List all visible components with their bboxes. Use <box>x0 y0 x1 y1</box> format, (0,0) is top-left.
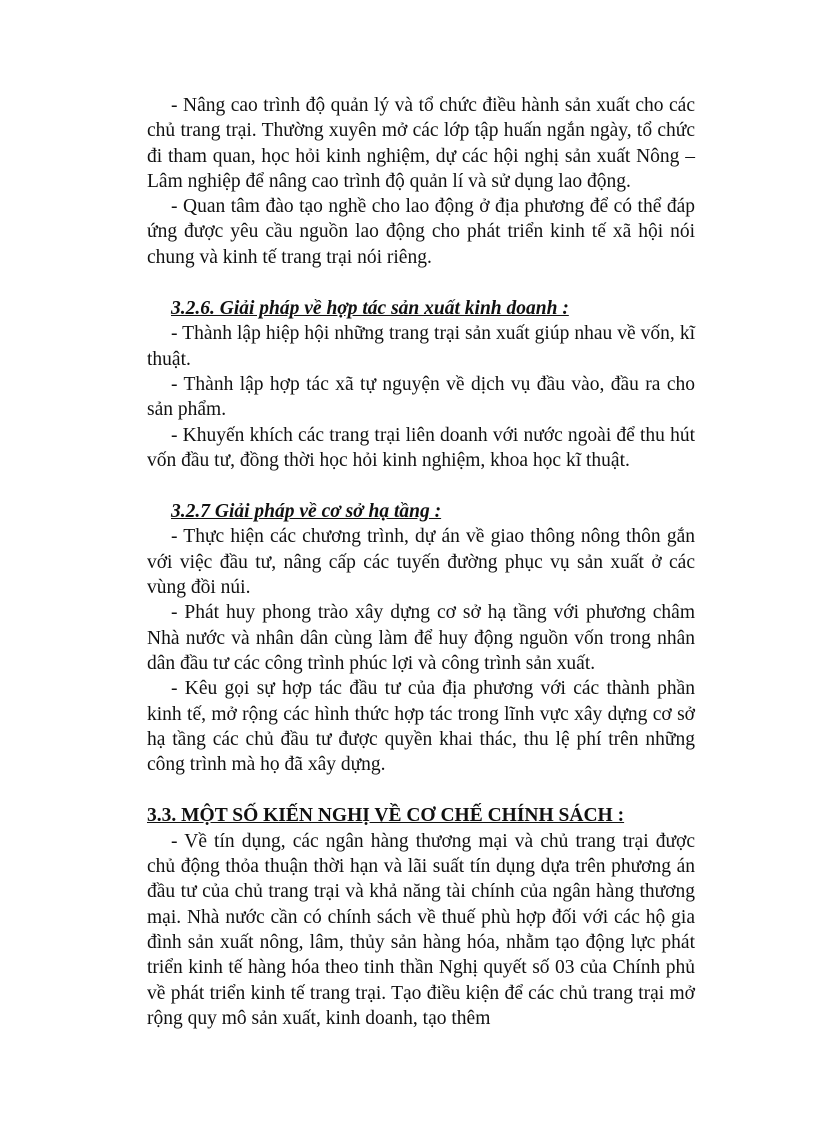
paragraph-joint-venture: - Khuyến khích các trang trại liên doanh với nước ngoài để thu hút vốn đầu tư, đồng thời học hỏi kinh nghiệm, khoa học kĩ thuật. <box>147 424 695 471</box>
paragraph-vocational-training: - Quan tâm đào tạo nghề cho lao động ở địa phương để có thể đáp ứng được yêu cầu nguồn lao động cho phát triển kinh tế xã hội nói chung và kinh tế trang trại nói riêng. <box>147 196 695 268</box>
document-page <box>147 93 695 1031</box>
paragraph-infrastructure-movement: - Phát huy phong trào xây dựng cơ sở hạ tầng với phương châm Nhà nước và nhân dân cùng làm để huy động nguồn vốn trong nhân dân đầu tư các công trình phúc lợi và công trình sản xuất. <box>147 602 695 674</box>
paragraph-investment-cooperation: - Kêu gọi sự hợp tác đầu tư của địa phương với các thành phần kinh tế, mở rộng các hình thức hợp tác trong lĩnh vực xây dựng cơ sở hạ tầng các chủ đầu tư được quyền khai thác, thu lệ phí trên những công trình mà họ đã xây dựng. <box>147 678 695 776</box>
paragraph-farm-association: - Thành lập hiệp hội những trang trại sản xuất giúp nhau về vốn, kĩ thuật. <box>147 323 695 370</box>
heading-3-2-6: 3.2.6. Giải pháp về hợp tác sản xuất kinh doanh : <box>171 298 569 320</box>
paragraph-rural-transport: - Thực hiện các chương trình, dự án về giao thông nông thôn gắn với việc đầu tư, nâng cấp các tuyến đường phục vụ sản xuất ở các vùng đồi núi. <box>147 526 695 599</box>
paragraph-management: - Nâng cao trình độ quản lý và tổ chức điều hành sản xuất cho các chủ trang trại. Thường xuyên mở các lớp tập huấn ngắn ngày, tổ chức đi tham quan, học hỏi kinh nghiệm, dự các hội nghị sản xuất Nông – Lâm nghiệp để nâng cao trình độ quản lí và sử dụng lao động. <box>147 95 695 192</box>
heading-3-3: 3.3. MỘT SỐ KIẾN NGHỊ VỀ CƠ CHẾ CHÍNH SÁCH : <box>147 805 625 827</box>
paragraph-credit-policy: - Về tín dụng, các ngân hàng thương mại và chủ trang trại được chủ động thỏa thuận thời hạn và lãi suất tín dụng dựa trên phương án đầu tư của chủ trang trại và khả năng tài chính của ngân hàng thương mại. Nhà nước cần có chính sách về thuế phù hợp đối với các hộ gia đình sản xuất nông, lâm, thủy sản hàng hóa, nhằm tạo động lực phát triển kinh tế hàng hóa theo tinh thần Nghị quyết số 03 của Chính phủ về phát triển kinh tế trang trại. Tạo điều kiện để các chủ trang trại mở rộng quy mô sản xuất, kinh doanh, tạo thêm <box>147 830 695 1029</box>
paragraph-cooperative: - Thành lập hợp tác xã tự nguyện về dịch vụ đầu vào, đầu ra cho sản phẩm. <box>147 373 695 421</box>
heading-3-2-7: 3.2.7 Giải pháp về cơ sở hạ tầng : <box>171 501 442 523</box>
